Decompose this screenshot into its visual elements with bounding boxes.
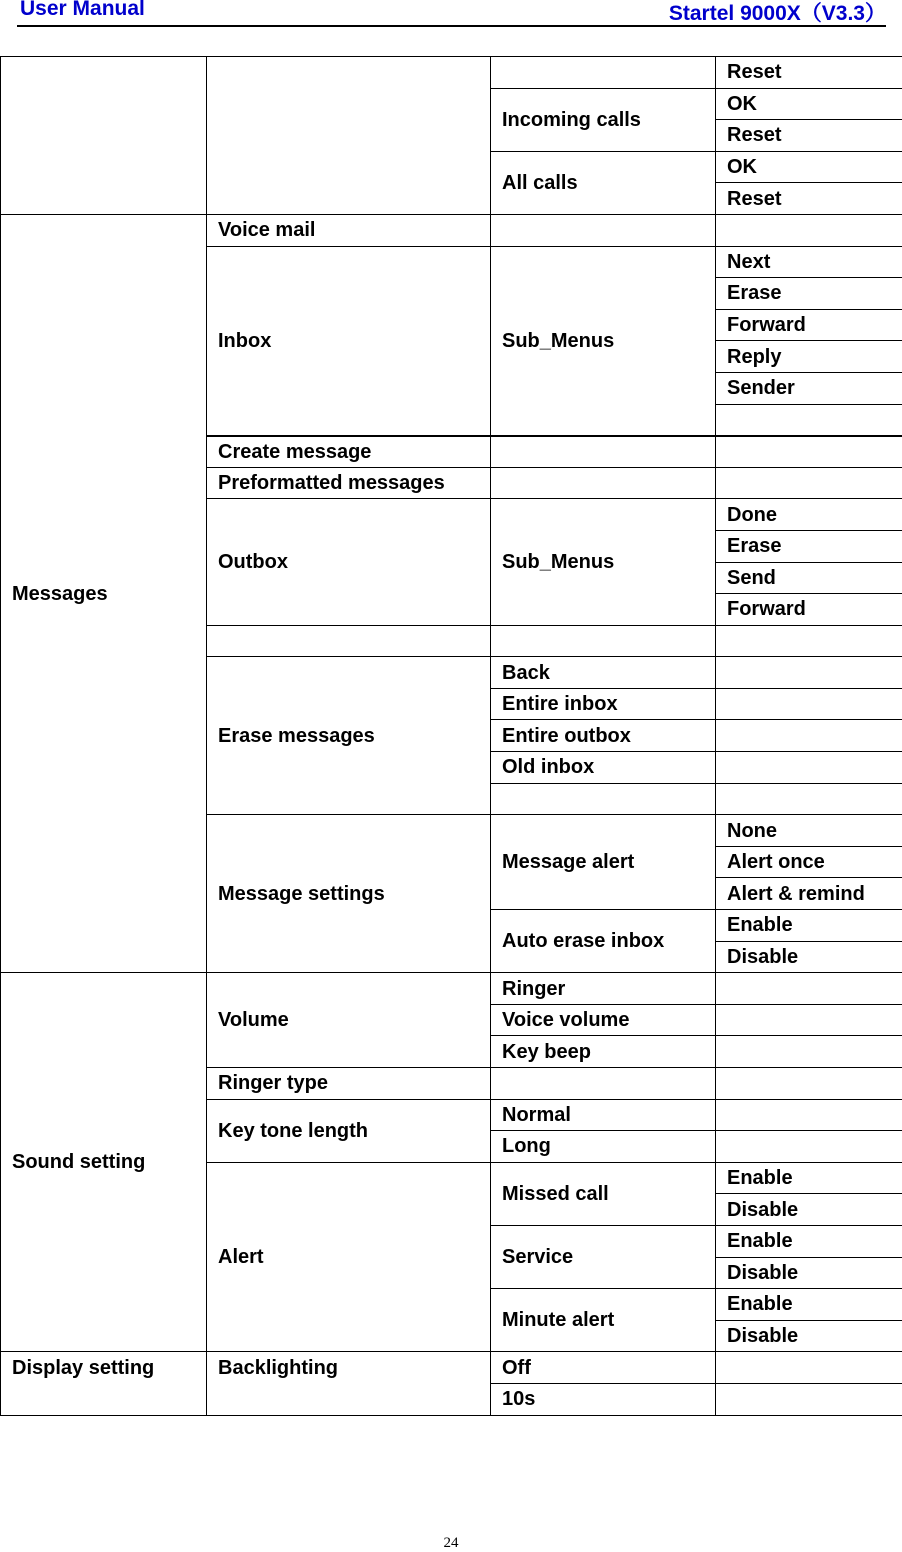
cell-sound-setting: Sound setting xyxy=(1,973,207,1352)
cell-empty xyxy=(716,1004,902,1036)
cell-empty xyxy=(207,625,491,657)
cell-l4: None xyxy=(716,815,902,847)
cell-l4: Erase xyxy=(716,530,902,562)
cell-l4: Disable xyxy=(716,1194,902,1226)
cell-l4: Reset xyxy=(716,183,902,215)
cell-empty xyxy=(716,1099,902,1131)
cell-create-message: Create message xyxy=(207,436,491,468)
cell-l4: Alert & remind xyxy=(716,878,902,910)
cell-l3: Voice volume xyxy=(491,1004,716,1036)
cell-l4: Done xyxy=(716,499,902,531)
cell-l4: OK xyxy=(716,88,902,120)
cell-l4: Reset xyxy=(716,120,902,152)
cell-empty xyxy=(716,720,902,752)
cell-empty xyxy=(491,625,716,657)
cell-l3: Back xyxy=(491,657,716,689)
cell-l3: Key beep xyxy=(491,1036,716,1068)
cell-empty xyxy=(716,1131,902,1163)
cell-l4: Enable xyxy=(716,1225,902,1257)
page-number: 24 xyxy=(443,1535,459,1551)
cell-service: Service xyxy=(491,1225,716,1288)
cell-l3: Normal xyxy=(491,1099,716,1131)
cell-empty xyxy=(716,436,902,468)
cell-all-calls: All calls xyxy=(491,151,716,214)
cell-empty xyxy=(491,436,716,468)
cell-l4: OK xyxy=(716,151,902,183)
header-title: User Manual xyxy=(20,0,145,20)
cell-display-setting: Display setting xyxy=(1,1352,207,1415)
cell-empty xyxy=(491,783,716,815)
cell-empty xyxy=(716,1036,902,1068)
cell-messages: Messages xyxy=(1,214,207,972)
cell-l4: Send xyxy=(716,562,902,594)
cell-outbox: Outbox xyxy=(207,499,491,625)
cell-empty xyxy=(491,57,716,89)
cell-empty xyxy=(716,752,902,784)
table-row xyxy=(1,57,902,89)
cell-l4: Reply xyxy=(716,341,902,373)
cell-l4: Enable xyxy=(716,910,902,942)
cell-empty xyxy=(716,404,902,436)
cell-l4: Reset xyxy=(716,57,902,89)
cell-alert: Alert xyxy=(207,1162,491,1352)
cell-l4: Enable xyxy=(716,1289,902,1321)
cell-l4: Forward xyxy=(716,309,902,341)
cell-l3: Entire inbox xyxy=(491,688,716,720)
cell-auto-erase: Auto erase inbox xyxy=(491,910,716,973)
cell-empty xyxy=(1,57,207,215)
cell-empty xyxy=(716,467,902,499)
cell-inbox-submenus: Sub_Menus xyxy=(491,246,716,436)
cell-empty xyxy=(716,973,902,1005)
cell-l4: Sender xyxy=(716,372,902,404)
cell-l3: Old inbox xyxy=(491,752,716,784)
cell-empty xyxy=(716,657,902,689)
cell-message-alert: Message alert xyxy=(491,815,716,910)
cell-voice-mail: Voice mail xyxy=(207,214,491,246)
cell-l4: Enable xyxy=(716,1162,902,1194)
cell-ringer-type: Ringer type xyxy=(207,1068,491,1100)
menu-structure-table xyxy=(0,56,902,1416)
cell-key-tone-length: Key tone length xyxy=(207,1099,491,1162)
cell-preformatted: Preformatted messages xyxy=(207,467,491,499)
cell-l3: Ringer xyxy=(491,973,716,1005)
cell-erase-messages: Erase messages xyxy=(207,657,491,815)
cell-volume: Volume xyxy=(207,973,491,1068)
cell-l4: Alert once xyxy=(716,846,902,878)
table-row xyxy=(1,214,902,246)
cell-empty xyxy=(491,467,716,499)
cell-l3: Off xyxy=(491,1352,716,1384)
table-row xyxy=(1,1352,902,1384)
cell-l3: Long xyxy=(491,1131,716,1163)
cell-missed-call: Missed call xyxy=(491,1162,716,1225)
cell-l4: Disable xyxy=(716,941,902,973)
cell-empty xyxy=(491,214,716,246)
cell-empty xyxy=(716,1352,902,1384)
cell-inbox: Inbox xyxy=(207,246,491,436)
cell-l4: Next xyxy=(716,246,902,278)
cell-empty xyxy=(716,1068,902,1100)
cell-outbox-submenus: Sub_Menus xyxy=(491,499,716,625)
cell-empty xyxy=(491,1068,716,1100)
cell-l4: Forward xyxy=(716,594,902,626)
cell-l3: 10s xyxy=(491,1383,716,1415)
cell-empty xyxy=(207,57,491,215)
cell-l3: Entire outbox xyxy=(491,720,716,752)
header-product: Startel 9000X（V3.3） xyxy=(668,2,886,25)
cell-empty xyxy=(716,625,902,657)
table-row xyxy=(1,973,902,1005)
cell-l4: Disable xyxy=(716,1257,902,1289)
cell-empty xyxy=(716,783,902,815)
cell-empty xyxy=(716,1383,902,1415)
cell-l4: Erase xyxy=(716,278,902,310)
cell-message-settings: Message settings xyxy=(207,815,491,973)
cell-incoming-calls: Incoming calls xyxy=(491,88,716,151)
cell-backlighting: Backlighting xyxy=(207,1352,491,1415)
header-rule xyxy=(17,25,886,27)
cell-minute-alert: Minute alert xyxy=(491,1289,716,1352)
cell-l4: Disable xyxy=(716,1320,902,1352)
cell-empty xyxy=(716,214,902,246)
cell-empty xyxy=(716,688,902,720)
